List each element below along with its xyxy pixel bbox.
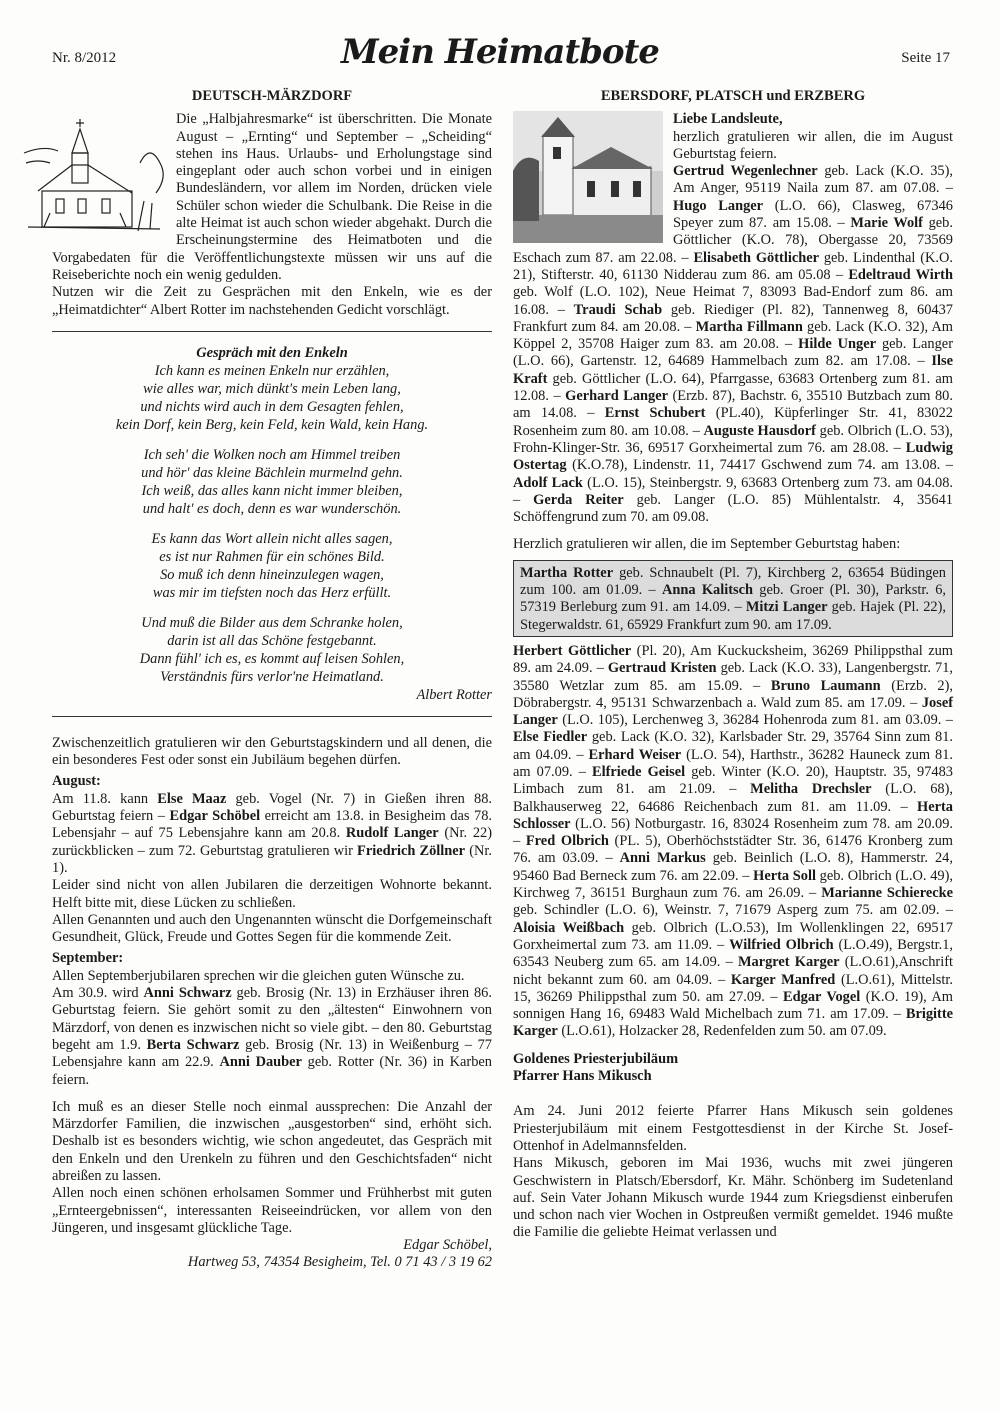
poem-line: es ist nur Rahmen für ein schönes Bild. — [159, 548, 385, 565]
person-details: geb. Olbrich (L.O. 49), Kirchweg 7, 36151 Burghaun zum 76. am 26.09. – — [513, 867, 954, 902]
poem-line: Und muß die Bilder aus dem Schranke holen, — [141, 614, 403, 631]
person-name: Josef Langer — [513, 694, 953, 729]
september-wishes: Allen Septemberjubilaren sprechen wir die gleichen guten Wünsche zu. — [52, 967, 465, 984]
person-name: Gertraud Kristen — [607, 660, 717, 677]
poem — [52, 344, 492, 704]
page-number: Seite 17 — [901, 50, 950, 66]
person-details: geb. Hajek (Pl. 22), Stegerwaldstr. 61, 65929 Frankfurt zum 90. am 17.09. — [520, 599, 946, 633]
person-details: geb. Langer (L.O. 66), Gartenstr. 12, 64689 Hammelbach zum 82. am 17.08. – — [513, 336, 953, 370]
masthead-logo: Mein Heimatbote — [341, 32, 659, 72]
person-name: Marianne Schierecke — [821, 885, 953, 902]
person-name: Martha Fillmann — [695, 318, 803, 335]
person-name: Herbert Göttlicher — [513, 642, 632, 659]
person-name: Anna Kalitsch — [661, 582, 753, 599]
poem-line: Ich weiß, das alles kann nicht immer bleiben, — [141, 482, 403, 499]
person-details: geb. Langer (L.O. 85) Mühlentalstr. 4, 35641 Schöffengrund zum 70. am 09.08. — [513, 491, 954, 526]
signature-address: Hartweg 53, 74354 Besigheim, Tel. 0 71 43 / 3 19 62 — [187, 1254, 492, 1271]
person-name: Gerhard Langer — [565, 388, 668, 405]
person-details: (L.O. 15), Steinbergstr. 9, 63683 Ortenberg zum 73. am 04.08. – — [513, 474, 953, 508]
person-details: geb. Lack (K.O. 32), Karlsbader Str. 29, 35764 Sinn zum 81. am 04.09. – — [513, 729, 953, 763]
person-name: Ernst Schubert — [604, 405, 706, 422]
summer-paragraph: Allen noch einen schönen erholsamen Sommer und Frühherbst mit guten „Ernteergebnissen“, interessanten Reiseeindrücken, vor allem von den Jüngeren, und insgesamt glückliche Tage. — [52, 1185, 492, 1236]
intro-paragraph-2: Nutzen wir die Zeit zu Gesprächen mit den Enkeln, wie es der „Heimatdichter“ Albert Rotter im nachstehenden Gedicht vorschlägt. — [52, 284, 492, 318]
left-column — [52, 88, 492, 1272]
person-details: (Erzb. 87), Bachstr. 6, 35510 Butzbach zum 80. am 14.08. – — [513, 388, 953, 422]
poem-line: und halt' es doch, denn es war wunderschön. — [142, 500, 402, 517]
person-name: Erhard Weiser — [588, 746, 682, 763]
september-birthday-list — [513, 643, 953, 1041]
poem-line: und nichts wird auch in dem Gesagten fehlen, — [140, 398, 404, 415]
person-name: Ludwig Ostertag — [513, 439, 953, 474]
person-details: geb. Schnaubelt (Pl. 7), Kirchberg 2, 63654 Büdingen zum 100. am 01.09. – — [520, 564, 947, 599]
person-details: (Pl. 20), Am Kuckucksheim, 36269 Philippsthal zum 89. am 24.09. – — [513, 642, 953, 677]
person-name: Margret Karger — [737, 954, 840, 971]
person-details: (L.O.61),Anschrift nicht bekannt zum 60. am 04.09. – — [513, 954, 953, 988]
person-name: Anni Markus — [619, 850, 706, 867]
church-photo-image — [513, 111, 663, 243]
person-name: Elisabeth Göttlicher — [693, 249, 819, 266]
person-details: geb. Groer (Pl. 30), Parkstr. 6, 57319 Berleburg zum 91. am 14.09. – — [520, 582, 946, 616]
greeting-text: herzlich gratulieren wir allen, die im August Geburtstag feiern. — [673, 128, 953, 162]
person-name: Hugo Langer — [673, 197, 764, 214]
poem-stanza-3 — [52, 530, 492, 602]
person-details: (K.O. 19), Am sonnigen Hang 16, 69483 Wald Michelbach zum 71. am 17.09. – — [513, 988, 954, 1023]
person-name: Edeltraud Wirth — [848, 266, 953, 283]
poem-stanza-2 — [52, 446, 492, 518]
person-name: Hilde Unger — [798, 336, 877, 353]
poem-line: was mir im tiefsten noch das Herz erfüllt. — [152, 584, 392, 601]
poem-line: Es kann das Wort allein nicht alles sagen, — [151, 530, 393, 547]
person-name: Mitzi Langer — [745, 599, 828, 616]
person-details: (L.O. 68), Balkhauserweg 22, 64686 Reichenbach zum 81. am 11.09. – — [513, 781, 953, 815]
person-details: (L.O. 105), Lerchenweg 3, 36284 Hohenroda zum 81. am 03.09. – — [557, 712, 953, 729]
poem-author: Albert Rotter — [416, 686, 492, 703]
person-details: geb. Göttlicher (L.O. 64), Pfarrgasse, 63683 Ortenberg zum 81. am 12.08. – — [513, 370, 953, 405]
person-details: (Erzb. 2), Döbrabergstr. 4, 95131 Schwarzenbach a. Wald zum 85. am 17.09. – — [513, 677, 953, 711]
section-title-maerzdorf: DEUTSCH-MÄRZDORF — [191, 88, 353, 104]
poem-line: Dann fühl' ich es, es kommt auf leisen Sohlen, — [139, 650, 405, 667]
issue-number: Nr. 8/2012 — [52, 50, 117, 66]
september-heading: September: — [52, 950, 124, 967]
person-details: geb. Schindler (L.O. 6), Weinstr. 7, 71679 Asperg zum 75. am 02.09. – — [513, 902, 953, 919]
church-sketch-image — [20, 113, 170, 241]
person-details: geb. Beinlich (L.O. 8), Hammerstr. 24, 95460 Bad Berneck zum 76. am 22.09. – — [513, 850, 953, 884]
person-name: Gertrud Wegenlechner — [673, 163, 818, 180]
section-title-ebersdorf: EBERSDORF, PLATSCH und ERZBERG — [600, 88, 866, 104]
person-name: Karger Manfred — [730, 971, 836, 988]
person-name: Gerda Reiter — [533, 491, 624, 508]
jubilee-paragraph-2: Hans Mikusch, geboren im Mai 1936, wuchs mit zwei jüngeren Geschwistern in Platsch/Ebersdorf, Kr. Mähr. Schönberg im Sudetenland auf. Sein Vater Johann Mikusch wurde 1944 zum Kriegsdienst einberufen und schon nach vier Wochen in Ostpreußen vermißt gemeldet. 1946 mußte die Familie die geliebte Heimat verlassen und — [513, 1155, 953, 1241]
person-name: Auguste Hausdorf — [703, 422, 816, 439]
poem-title: Gespräch mit den Enkeln — [196, 344, 348, 361]
person-details: (L.O. 56) Notburgastr. 16, 83024 Rosenheim zum 78. am 20.09. – — [513, 815, 953, 850]
poem-line: Ich seh' die Wolken noch am Himmel treiben — [143, 446, 401, 463]
jubilee-heading: Goldenes Priesterjubiläum — [513, 1050, 679, 1067]
september-paragraph: Am 30.9. wird Anni Schwarz geb. Brosig (Nr. 13) in Erzhäuser ihren 86. Geburtstag feiern. Sie gehört somit zu den „ältesten“ Einwohnern von Märzdorf, von denen es inzwischen nicht so viele gibt. – den 80. Geburtstag begeht am 1.9. Berta Schwarz geb. Brosig (Nr. 13) in Weißenburg – 77 Lebensjahre kann am 22.9. Anni Dauber geb. Rotter (Nr. 36) in Karben feiern. — [52, 985, 492, 1088]
august-paragraph: Am 11.8. kann Else Maaz geb. Vogel (Nr. 7) in Gießen ihren 88. Geburtstag feiern – Edgar Schöbel erreicht am 13.8. in Besigheim das 78. Lebensjahr – auf 75 Lebensjahre kann am 20.8. Rudolf Langer (Nr. 22) zurückblicken – zum 72. Geburtstag gratulieren wir Friedrich Zöllner (Nr. 1). — [52, 790, 492, 876]
person-details: (L.O.61), Mittelstr. 15, 36269 Philippsthal zum 50. am 27.09. – — [513, 971, 954, 1005]
person-name: Wilfried Olbrich — [729, 936, 834, 953]
person-details: (K.O.78), Lindenstr. 11, 74417 Gschwend zum 74. am 13.08. – — [566, 457, 953, 474]
signature-name: Edgar Schöbel, — [403, 1237, 492, 1254]
person-details: geb. Lack (K.O. 32), Am Köppel 2, 35708 Haiger zum 83. am 20.08. – — [513, 318, 953, 353]
person-name: Brigitte Karger — [513, 1006, 953, 1040]
person-details: geb. Lack (K.O. 33), Langenbergstr. 71, 35580 Wetzlar zum 85. am 15.09. – — [513, 660, 954, 694]
person-name: Ilse Kraft — [513, 353, 953, 387]
person-details: (L.O.61), Holzacker 28, Redenfelden zum 50. am 07.09. — [557, 1023, 887, 1040]
september-intro: Herzlich gratulieren wir allen, die im September Geburtstag haben: — [513, 536, 901, 553]
wishes-paragraph: Allen Genannten und auch den Ungenannten wünscht die Dorfgemeinschaft Gesundheit, Glück, Freude und Gottes Segen für die kommende Zeit. — [52, 911, 492, 946]
highlight-box — [513, 560, 953, 637]
person-name: Bruno Laumann — [770, 677, 881, 694]
person-name: Else Fiedler — [513, 729, 588, 746]
greeting-heading: Liebe Landsleute, — [673, 111, 783, 128]
person-name: Herta Schlosser — [513, 798, 953, 832]
greeting-paragraph: Zwischenzeitlich gratulieren wir den Geburtstagskindern und all denen, die ein besonderes Fest oder sonst ein Jubiläum begehen dürfen. — [52, 734, 492, 769]
person-details: geb. Lack (K.O. 35), Am Anger, 95119 Naila zum 87. am 07.08. – — [673, 163, 953, 197]
person-details: geb. Riediger (Pl. 82), Tannenweg 8, 60437 Frankfurt zum 84. am 20.08. – — [513, 301, 953, 335]
intro-paragraph: Die „Halbjahresmarke“ ist überschritten. Die Monate August – „Ernting“ und September – „Scheiding“ stehen ins Haus. Urlaubs- und Erholungstage sind eingeplant oder auch schon vorbei und in einigen Bundesländern, vor allem im Norden, drücken viele Schüler schon wieder die Schulbank. Die Reise in die alte Heimat ist auch schon wieder abgehakt. Durch die Erscheinungstermine des Heimatboten und die Vorgabedaten für die Veröffentlichungstexte müssen wir uns auf die Reiseberichte noch ein wenig gedulden. — [52, 111, 492, 283]
person-details: (PL. 5), Oberhöchststädter Str. 36, 61476 Kronberg zum 76. am 03.09. – — [513, 833, 953, 867]
jubilee-subheading: Pfarrer Hans Mikusch — [513, 1068, 652, 1085]
poem-line: Ich kann es meinen Enkeln nur erzählen, — [154, 362, 390, 379]
poem-line: und hör' das kleine Bächlein murmelnd gehn. — [141, 464, 403, 481]
poem-line: kein Dorf, kein Berg, kein Feld, kein Wald, kein Hang. — [115, 416, 429, 433]
person-details: geb. Olbrich (L.O.53), Im Wollenklingen 22, 69517 Gorxheimertal zum 73. am 11.09. – — [513, 919, 953, 953]
person-name: Fred Olbrich — [525, 833, 609, 850]
person-details: geb. Wolf (L.O. 102), Neue Heimat 7, 83093 Bad-Endorf zum 86. am 16.08. – — [513, 284, 953, 318]
missing-addresses-paragraph: Leider sind nicht von allen Jubilaren die derzeitigen Wohnorte bekannt. Helft bitte mit, diese Lücken zu schließen. — [52, 877, 492, 911]
poem-stanza-1 — [52, 362, 492, 434]
person-details: geb. Winter (K.O. 20), Hauptstr. 35, 97483 Limbach zum 81. am 21.09. – — [513, 763, 954, 798]
person-name: Martha Rotter — [520, 564, 614, 581]
person-details: geb. Lindenthal (K.O. 21), Stifterstr. 40, 61130 Nidderau zum 86. am 05.08 – — [513, 249, 953, 283]
poem-stanza-4 — [52, 614, 492, 686]
august-heading: August: — [52, 773, 101, 790]
poem-line: So muß ich denn hineinzulegen wagen, — [160, 566, 384, 583]
poem-line: wie alles war, mich dünkt's mein Leben lang, — [143, 380, 401, 397]
person-name: Traudi Schab — [573, 301, 663, 318]
poem-line: Verständnis fürs verlor'ne Heimatland. — [160, 668, 384, 685]
person-details: (L.O. 66), Clasweg, 67346 Speyer zum 87. am 15.08. – — [673, 197, 954, 232]
person-details: geb. Olbrich (L.O. 53), Frohn-Klinger-Str. 36, 69517 Gorxheimertal zum 76. am 28.08. – — [513, 422, 954, 456]
person-name: Melitha Drechsler — [750, 781, 872, 798]
right-column — [513, 88, 953, 1242]
person-details: (L.O.49), Bergstr.1, 63543 Neuberg zum 65. am 14.09. – — [513, 936, 953, 971]
person-name: Marie Wolf — [850, 215, 923, 232]
person-details: geb. Göttlicher (K.O. 78), Obergasse 20, 73569 Eschach zum 87. am 22.08. – — [513, 215, 953, 266]
person-name: Edgar Vogel — [783, 988, 861, 1005]
families-paragraph: Ich muß es an dieser Stelle noch einmal aussprechen: Die Anzahl der Märzdorfer Familien, die inzwischen „ausgestorben“ sind, erhöht sich. Deshalb ist es besonders wichtig, wie schon angedeutet, das Gespräch mit den Enkeln und den Urenkeln zu führen und den Geschichtsfaden“ nicht abreißen zu lassen. — [52, 1098, 492, 1184]
poem-line: darin ist all das Schöne festgebannt. — [167, 632, 377, 649]
person-details: (PL.40), Küpferlinger Str. 41, 83022 Rosenheim zum 80. am 10.08. – — [513, 405, 953, 439]
person-details: (L.O. 54), Harthstr., 36282 Hauneck zum 81. am 07.09. – — [513, 746, 953, 780]
person-name: Elfriede Geisel — [591, 763, 686, 780]
person-name: Aloisia Weißbach — [513, 919, 625, 936]
highlight-birthday-list — [520, 565, 946, 634]
person-name: Adolf Lack — [513, 474, 583, 491]
jubilee-paragraph-1: Am 24. Juni 2012 feierte Pfarrer Hans Mikusch sein goldenes Priesterjubiläum mit einem Festgottesdienst in der Kirche St. Josef-Ottenhof in Adelmannsfelden. — [513, 1103, 953, 1154]
person-name: Herta Soll — [753, 867, 816, 884]
